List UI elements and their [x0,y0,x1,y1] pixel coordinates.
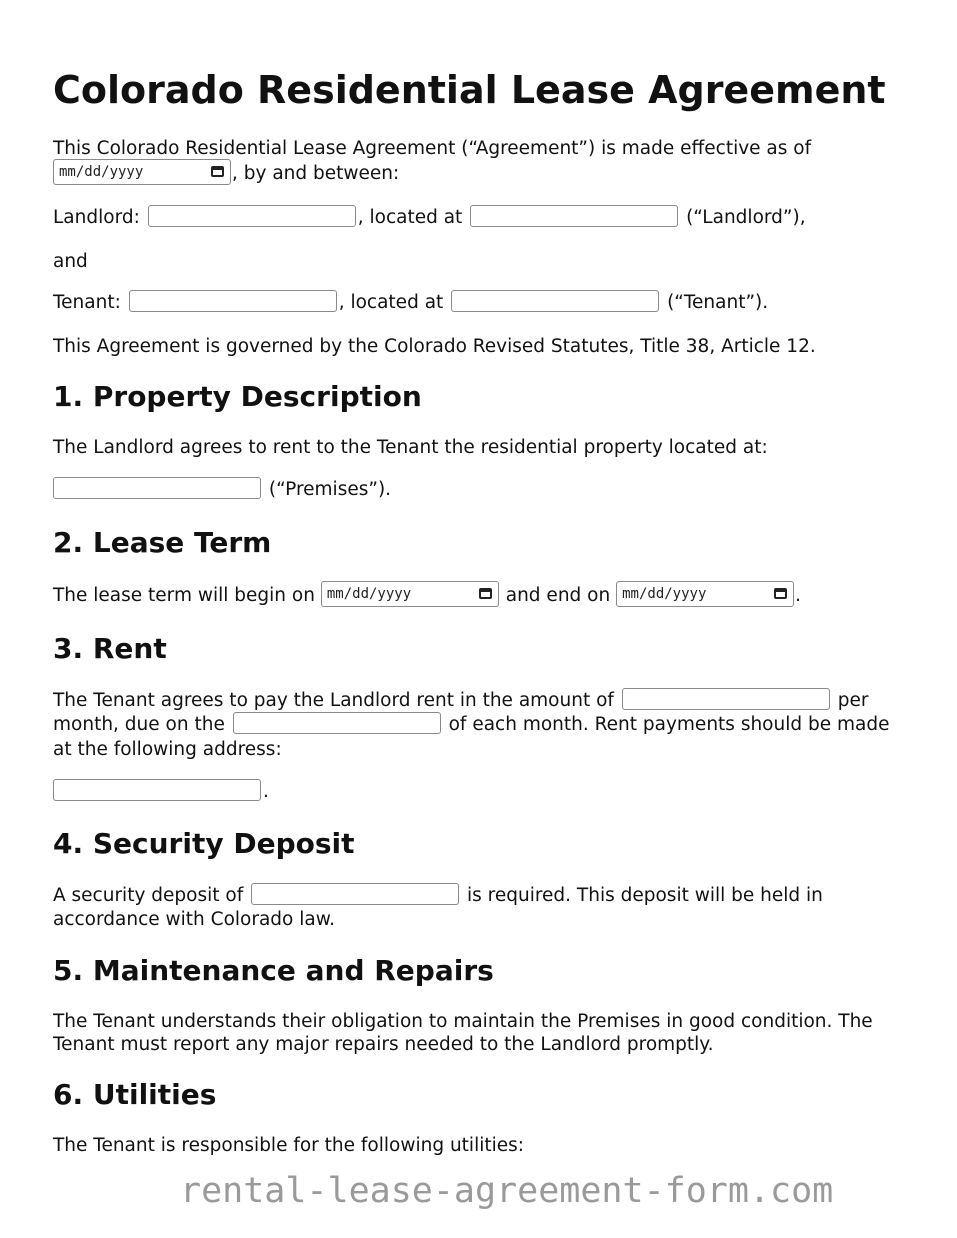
rent-due-day-field[interactable] [233,712,441,734]
landlord-located-at-text: , located at [357,207,463,228]
calendar-icon[interactable] [774,588,787,599]
lease-term-period: . [795,585,801,606]
lease-end-date-input[interactable] [616,581,794,607]
maintenance-line-1: The Tenant understands their obligation to maintain the Premises in good condition. The [53,1011,873,1032]
rent-amount-text: The Tenant agrees to pay the Landlord rent in the amount of [53,690,614,711]
intro-between-text: , by and between: [232,163,400,184]
landlord-address-field[interactable] [470,205,678,227]
tenant-address-field[interactable] [451,290,659,312]
rent-due-text: month, due on the [53,714,225,735]
deposit-required-text: is required. This deposit will be held in [467,885,823,906]
rent-address-period: . [263,781,269,802]
rent-each-month-text: of each month. Rent payments should be made [448,714,890,735]
rent-line-1 [53,689,868,713]
effective-date-input[interactable] [53,159,231,185]
property-description-text: The Landlord agrees to rent to the Tenant the residential property located at: [53,437,768,458]
tenant-suffix-text: (“Tenant”). [667,292,769,313]
lease-term-line [53,583,801,609]
calendar-icon[interactable] [479,588,492,599]
lease-start-date-input[interactable] [321,581,499,607]
rent-line-2 [53,713,889,737]
date-placeholder: mm/dd/yyyy [326,586,412,602]
section-4-heading: 4. Security Deposit [53,827,355,860]
premises-suffix-text: (“Premises”). [268,479,392,500]
tenant-name-field[interactable] [129,290,337,312]
lease-end-text: and end on [505,585,611,606]
premises-address-field[interactable] [53,477,261,499]
rent-address-line [53,780,269,804]
tenant-label: Tenant: [53,292,121,313]
landlord-label: Landlord: [53,207,140,228]
section-1-heading: 1. Property Description [53,380,422,413]
rent-payment-address-field[interactable] [53,779,261,801]
premises-line [53,478,391,502]
section-2-heading: 2. Lease Term [53,526,272,559]
governing-law-text: This Agreement is governed by the Colorado Revised Statutes, Title 38, Article 12. [53,336,816,357]
security-deposit-field[interactable] [251,883,459,905]
and-text: and [53,251,88,272]
maintenance-line-2: Tenant must report any major repairs needed to the Landlord promptly. [53,1034,714,1055]
landlord-line [53,206,806,230]
section-5-heading: 5. Maintenance and Repairs [53,954,494,987]
rent-per-text: per [837,690,869,711]
rent-address-text: at the following address: [53,739,282,760]
deposit-line-1 [53,884,823,908]
intro-line: This Colorado Residential Lease Agreement (“Agreement”) is made effective as of [53,138,812,159]
document-title: Colorado Residential Lease Agreement [53,68,886,112]
deposit-line-2: accordance with Colorado law. [53,909,336,930]
lease-begin-text: The lease term will begin on [53,585,315,606]
section-3-heading: 3. Rent [53,632,167,665]
calendar-icon[interactable] [211,166,224,177]
tenant-line [53,291,768,315]
tenant-located-at-text: , located at [338,292,444,313]
watermark: rental-lease-agreement-form.com [180,1171,834,1211]
utilities-text: The Tenant is responsible for the following utilities: [53,1135,524,1156]
deposit-text: A security deposit of [53,885,244,906]
landlord-suffix-text: (“Landlord”), [686,207,806,228]
date-placeholder: mm/dd/yyyy [622,586,707,602]
date-placeholder: mm/dd/yyyy [59,164,144,180]
landlord-name-field[interactable] [148,205,356,227]
rent-amount-field[interactable] [622,688,830,710]
section-6-heading: 6. Utilities [53,1078,217,1111]
intro-date-line [53,161,399,187]
